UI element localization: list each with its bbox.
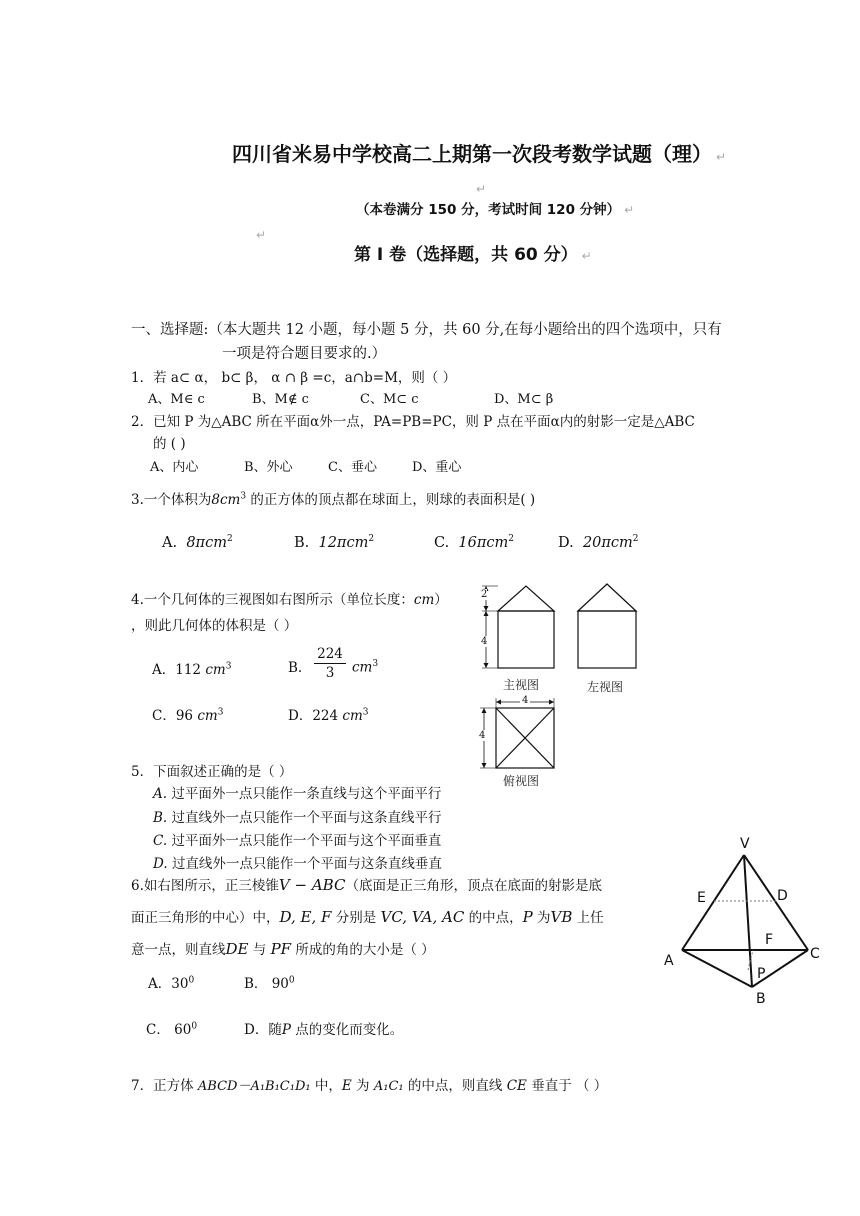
section-heading: 第 I 卷（选择题，共 60 分） ↵ — [354, 245, 592, 265]
q5-option-c: C. 过平面外一点只能作一个平面与这个平面垂直 — [153, 833, 442, 849]
q5-option-d: D. 过直线外一点只能作一个平面与这条直线垂直 — [153, 856, 442, 872]
front-view-body — [498, 611, 554, 668]
q3-option-a: A. 8πcm$^2$ — [162, 534, 233, 551]
side-view-roof — [578, 584, 636, 611]
part1-intro-line1: 一、选择题:（本大题共 12 小题，每小题 5 分，共 60 分,在每小题给出的四个选项中，只有 — [131, 322, 722, 338]
q4-option-d: D．224 $cm^3$ — [288, 707, 369, 724]
q2-option-c: C、垂心 — [328, 460, 377, 475]
q4-option-a: A．112 $cm^3$ — [152, 661, 232, 678]
q4-option-b-unit: $cm^3$ — [352, 659, 379, 676]
edge-VB — [744, 855, 752, 987]
q6-stem-line3: 意一点，则直线DE 与 PF 所成的角的大小是（ ） — [131, 940, 435, 958]
q3-option-d: D. 20πcm$^2$ — [558, 534, 639, 551]
exam-subtitle: （本卷满分 150 分，考试时间 120 分钟） ↵ — [356, 202, 635, 218]
q6-stem-line2: 面正三角形的中心）中，D, E, F 分别是 VC, VA, AC 的中点，P 为VB 上任 — [131, 908, 604, 926]
part1-intro-line2: 一项是符合题目要求的.） — [222, 346, 387, 362]
edge-AB — [682, 950, 752, 987]
q1-option-a: A、M∈ c — [148, 392, 205, 407]
q2-stem-line2: 的 ( ) — [153, 436, 186, 452]
dim-4-top-width: 4 — [522, 695, 529, 706]
q6-option-a: A．$30^0$ — [148, 975, 195, 992]
pyramid-label-f: F — [765, 932, 774, 948]
pyramid-label-p: P — [757, 966, 766, 982]
q5-stem: 5．下面叙述正确的是（ ） — [131, 764, 293, 780]
pyramid-label-b: B — [756, 991, 766, 1007]
q5-option-b: B. 过直线外一点只能作一个平面与这条直线平行 — [153, 810, 442, 826]
q1-option-b: B、M∉ c — [252, 392, 309, 407]
pyramid-figure — [660, 830, 830, 1010]
pyramid-label-d: D — [777, 888, 788, 904]
edge-VA — [682, 855, 744, 950]
dim-2: 2 — [481, 589, 488, 600]
pyramid-label-c: C — [810, 946, 820, 962]
q4-option-b-key: B. — [288, 660, 303, 676]
q1-option-c: C、M⊂ c — [360, 392, 419, 407]
top-view-caption: 俯视图 — [503, 774, 540, 788]
q2-option-b: B、外心 — [244, 460, 293, 475]
q2-stem-line1: 2．已知 P 为△ABC 所在平面α外一点，PA=PB=PC，则 P 点在平面α内的射影一定是△ABC — [131, 414, 695, 430]
side-view-body — [578, 611, 636, 668]
q4-option-b-fraction: 224 3 — [314, 646, 346, 681]
q4-stem-line2: ，则此几何体的体积是（ ） — [131, 618, 298, 634]
pyramid-label-e: E — [697, 890, 706, 906]
q6-option-c: C． $60^0$ — [146, 1021, 198, 1038]
q1-option-d: D、M⊂ β — [494, 392, 554, 407]
three-view-figure — [470, 580, 670, 790]
q2-option-a: A、内心 — [150, 460, 199, 475]
q6-option-d: D．随P 点的变化而变化。 — [244, 1022, 404, 1038]
edge-VC — [744, 855, 808, 950]
q3-option-b: B. 12πcm$^2$ — [294, 534, 375, 551]
return-mark: ↵ — [476, 182, 487, 196]
return-mark: ↵ — [256, 228, 267, 242]
q3-option-c: C. 16πcm$^2$ — [434, 534, 514, 551]
front-view-roof — [498, 586, 554, 611]
pyramid-label-a: A — [664, 953, 674, 969]
q5-option-a: A. 过平面外一点只能作一条直线与这个平面平行 — [153, 786, 442, 802]
q4-option-c: C．96 $cm^3$ — [152, 707, 224, 724]
q7-stem: 7．正方体 ABCD－A₁B₁C₁D₁ 中，E 为 A₁C₁ 的中点，则直线 CE 垂直于 （ ） — [131, 1078, 608, 1094]
q1-stem: 1．若 a⊂ α， b⊂ β， α ∩ β =c，a∩b=M，则（ ） — [131, 370, 457, 386]
dim-4-front: 4 — [481, 636, 488, 647]
exam-title: 四川省米易中学校高二上期第一次段考数学试题（理） ↵ — [232, 142, 727, 166]
q6-stem-line1: 6.如右图所示，正三棱锥V − ABC（底面是正三角形，顶点在底面的射影是底 — [131, 876, 602, 894]
dim-4-top-height: 4 — [479, 730, 486, 741]
pyramid-label-v: V — [740, 836, 750, 852]
side-view-caption: 左视图 — [587, 680, 624, 694]
q6-option-b: B． $90^0$ — [244, 975, 295, 992]
front-view-caption: 主视图 — [503, 678, 540, 692]
q3-stem: 3.一个体积为$8cm^3$ 的正方体的顶点都在球面上，则球的表面积是( ) — [131, 491, 536, 508]
q2-option-d: D、重心 — [412, 460, 462, 475]
q4-stem-line1: 4.一个几何体的三视图如右图所示（单位长度：cm） — [131, 592, 448, 608]
